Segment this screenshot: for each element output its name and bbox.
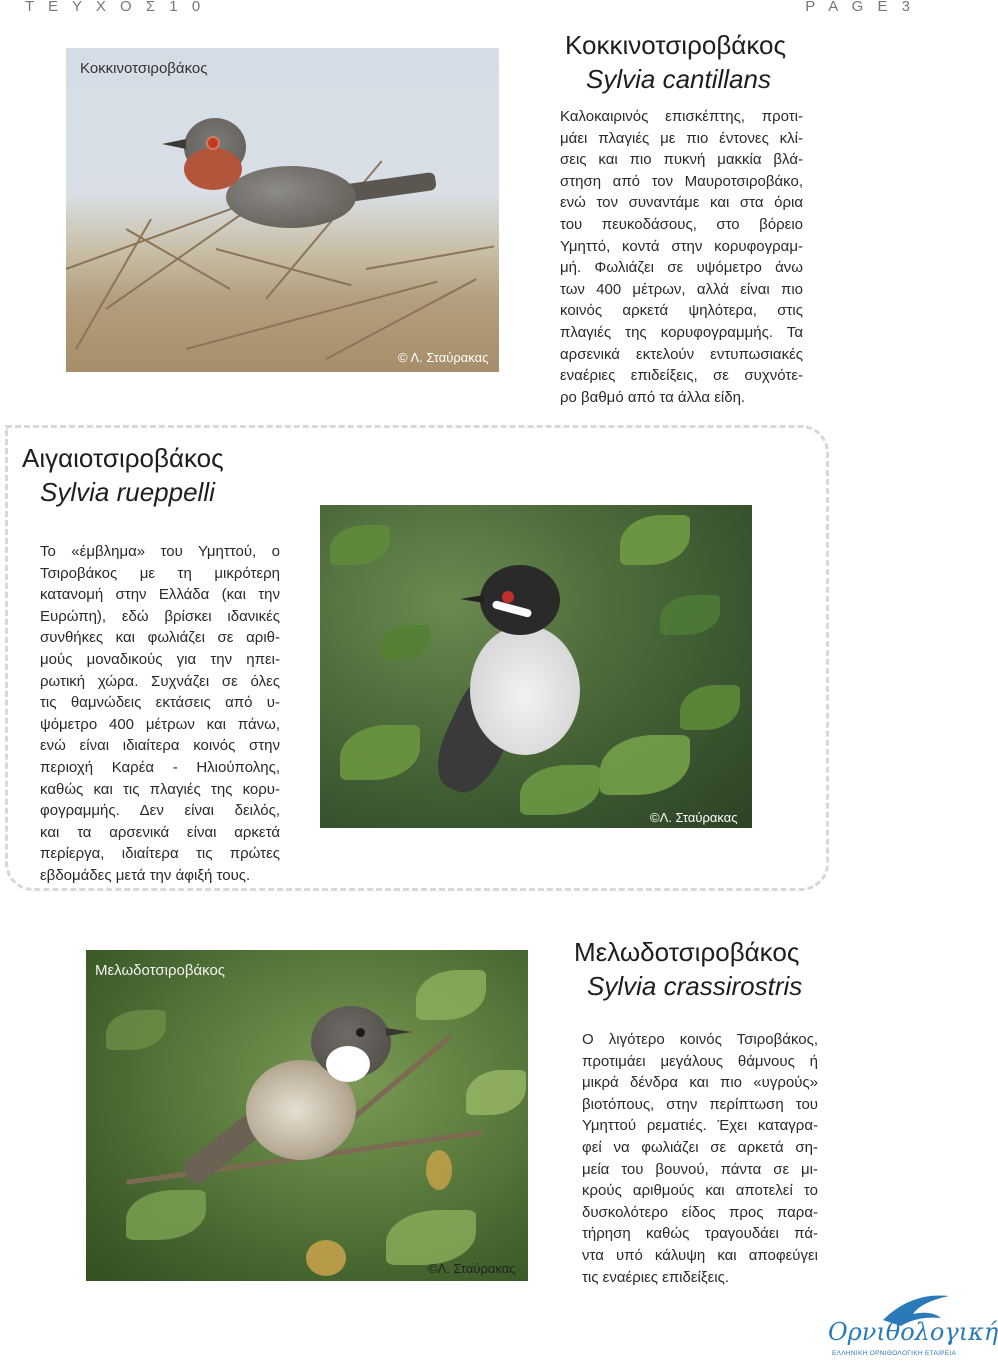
text-line: μικρά δένδρα και πιο «υγρούς» — [582, 1074, 818, 1092]
text-line: ψόμετρο 400 μέτρων και πάνω, — [40, 715, 280, 733]
text-line: των 400 μέτρων, αλλά είναι πιο — [560, 280, 803, 298]
text-line: μούς μοναδικούς για την ηπει- — [40, 650, 280, 668]
text-line: Υμηττό, κοντά στην κορυφογραμ- — [560, 237, 803, 255]
species-title: Μελωδοτσιροβάκος — [574, 937, 800, 967]
text-line: εβδομάδες μετά την άφιξή τους. — [40, 866, 251, 884]
text-line: σεις και πιο πυκνή μακκία βλά- — [560, 151, 803, 169]
text-line: μεία του βουνού, πάντα σε μι- — [582, 1160, 818, 1178]
ornithological-society-logo — [826, 1290, 998, 1360]
text-line: του πευκοδάσους, στο βόρειο — [560, 215, 803, 233]
text-line: πλαγιές της κορυφογραμμής. Τα — [560, 323, 803, 341]
text-line: αρσενικά εκτελούν εντυπωσιακές — [560, 345, 803, 363]
text-line: Τσιροβάκος με τη μικρότερη — [40, 564, 280, 582]
photo-rueppells-warbler — [320, 505, 752, 828]
text-line: δυσκολότερο είδος προς παρα- — [582, 1203, 818, 1221]
text-line: στηση από τον Μαυροτσιροβάκο, — [560, 172, 803, 190]
text-line: μάει πλαγιές με πιο έντονες κλί- — [560, 129, 803, 147]
species-latin-name: Sylvia rueppelli — [40, 477, 215, 507]
text-line: ρο βαθμό από τα άλλα είδη. — [560, 388, 746, 406]
species-latin-name: Sylvia crassirostris — [587, 971, 803, 1001]
text-line: περιοχή Καρέα - Ηλιούπολης, — [40, 758, 280, 776]
text-line: κοινός αρκετά ψηλότερα, στις — [560, 302, 803, 320]
text-line: ρωτική χώρα. Συχνάζει σε όλες — [40, 672, 280, 690]
species-title: Αιγαιοτσιροβάκος — [22, 443, 224, 473]
text-line: καθώς και τις πλαγιές της κορυ- — [40, 780, 280, 798]
text-line: Ευρώπη), εδώ βρίσκει ιδανικές — [40, 607, 280, 625]
text-line: Υμηττού ρεματιές. Έχει καταγρα- — [582, 1117, 818, 1135]
text-line: Ο λιγότερο κοινός Τσιροβάκος, — [582, 1031, 818, 1048]
photo-caption: Μελωδοτσιροβάκος — [95, 962, 226, 979]
issue-header: Τ Ε Υ Χ Ο Σ 1 0 — [25, 0, 206, 15]
species-title: Κοκκινοτσιροβάκος — [565, 30, 786, 60]
text-line: Το «έμβλημα» του Υμηττού, ο — [40, 543, 280, 560]
text-line: συνθήκες και φωλιάζει σε αριθ- — [40, 629, 280, 647]
text-line: ντα υπό κάλυψη και αποφεύγει — [582, 1246, 818, 1264]
species-description — [40, 541, 280, 887]
photo-credit: ©Λ. Σταύρακας — [650, 810, 738, 825]
text-line: κρούς αριθμούς και αποτελεί το — [582, 1182, 818, 1200]
species-description — [560, 106, 803, 408]
photo-credit: ©Λ. Σταύρακας — [428, 1261, 516, 1276]
text-line: φεί να φωλιάζει σε αρκετά ση- — [582, 1138, 818, 1156]
text-line: τις θαμνώδεις εκτάσεις από υ- — [40, 694, 280, 712]
text-line: εναέριες επιδείξεις, σε συχνότε- — [560, 367, 803, 385]
text-line: φογραμμής. Δεν είναι δειλός, — [40, 802, 280, 820]
text-line: κατανομή στην Ελλάδα (και την — [40, 586, 280, 604]
text-line: βιοτόπους, στην περίπτωση του — [582, 1095, 818, 1113]
text-line: και τα αρσενικά είναι αρκετά — [40, 823, 280, 841]
text-line: Καλοκαιρινός επισκέπτης, προτι- — [560, 108, 803, 125]
text-line: ενώ τον συναντάμε και στα όρια — [560, 194, 803, 212]
species-latin-name: Sylvia cantillans — [586, 64, 771, 94]
photo-subalpine-warbler — [66, 48, 499, 372]
photo-caption: Κοκκινοτσιροβάκος — [80, 60, 208, 77]
text-line: ενώ είναι ιδιαίτερα κοινός στην — [40, 737, 280, 755]
photo-credit: © Λ. Σταύρακας — [398, 350, 489, 365]
text-line: περίεργα, ιδιαίτερα τις πρώτες — [40, 845, 280, 863]
species-description — [582, 1029, 818, 1288]
text-line: μή. Φωλιάζει σε υψόμετρο άνω — [560, 259, 803, 277]
page-number: P A G E 3 — [805, 0, 915, 15]
text-line: τήρηση καθώς τραγουδάει πά- — [582, 1225, 818, 1243]
photo-orphean-warbler — [86, 950, 528, 1281]
logo-name: Ορνιθολογική — [828, 1318, 998, 1346]
text-line: προτιμάει μεγάλους θάμνους ή — [582, 1052, 818, 1070]
logo-subtitle: ΕΛΛΗΝΙΚΗ ΟΡΝΙΘΟΛΟΓΙΚΗ ΕΤΑΙΡΕΙΑ — [832, 1350, 957, 1357]
text-line: τις εναέριες επιδείξεις. — [582, 1268, 730, 1286]
